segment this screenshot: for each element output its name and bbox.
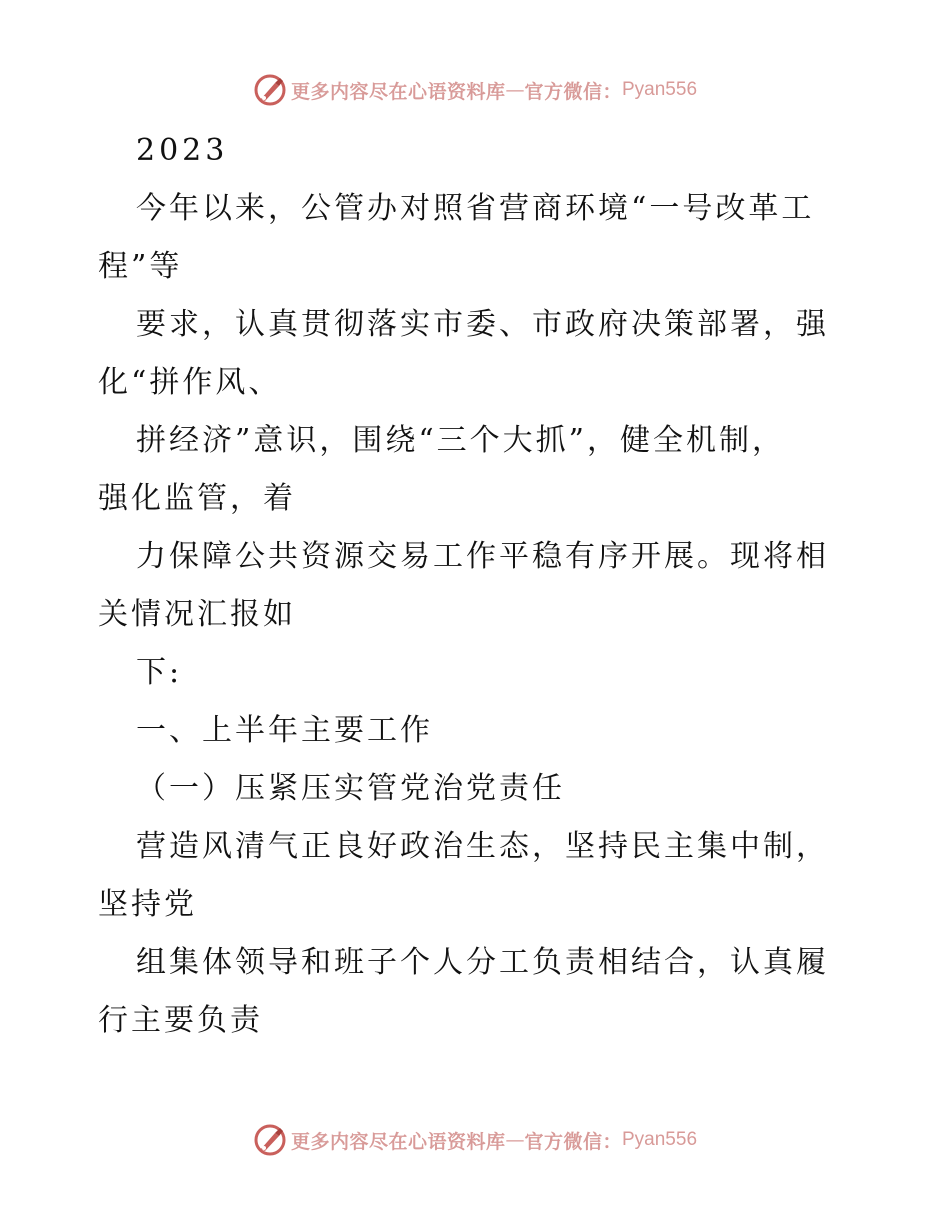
- doc-line: 强化监管，着: [98, 481, 296, 516]
- doc-line: 力保障公共资源交易工作平稳有序开展。现将相: [136, 539, 829, 574]
- doc-line: 化“拼作风、: [98, 365, 282, 400]
- doc-line: 坚持党: [98, 887, 197, 922]
- doc-line: 今年以来，公管办对照省营商环境“一号改革工: [136, 191, 815, 226]
- doc-line: 行主要负责: [98, 1003, 263, 1038]
- watermark-main-text: 更多内容尽在心语资料库: [290, 1130, 506, 1153]
- watermark-separator: —: [505, 1129, 525, 1151]
- section-heading: 一、上半年主要工作: [136, 713, 433, 748]
- watermark-header: [0, 70, 950, 110]
- doc-line: 拼经济”意识，围绕“三个大抓”，健全机制，: [136, 423, 786, 458]
- doc-line: 要求，认真贯彻落实市委、市政府决策部署，强: [136, 307, 829, 342]
- watermark-suffix-text: 官方微信：: [524, 80, 622, 103]
- pen-logo-icon: [253, 73, 287, 107]
- watermark-wechat-id: Pyan556: [622, 1129, 698, 1150]
- doc-line: 下:: [136, 655, 183, 690]
- doc-year: 2023: [136, 133, 229, 168]
- doc-line: 程”等: [98, 249, 183, 284]
- doc-line: 组集体领导和班子个人分工负责相结合，认真履: [136, 945, 829, 980]
- doc-line: 营造风清气正良好政治生态，坚持民主集中制，: [136, 829, 829, 864]
- watermark-wechat-id: Pyan556: [622, 79, 698, 100]
- doc-line: 关情况汇报如: [98, 597, 296, 632]
- document-body: [98, 122, 858, 1050]
- watermark-separator: —: [505, 79, 525, 101]
- watermark-suffix-text: 官方微信：: [524, 1130, 622, 1153]
- subsection-heading: （一）压紧压实管党治党责任: [136, 771, 565, 806]
- watermark-main-text: 更多内容尽在心语资料库: [290, 80, 506, 103]
- watermark-footer: [0, 1120, 950, 1160]
- pen-logo-icon: [253, 1123, 287, 1157]
